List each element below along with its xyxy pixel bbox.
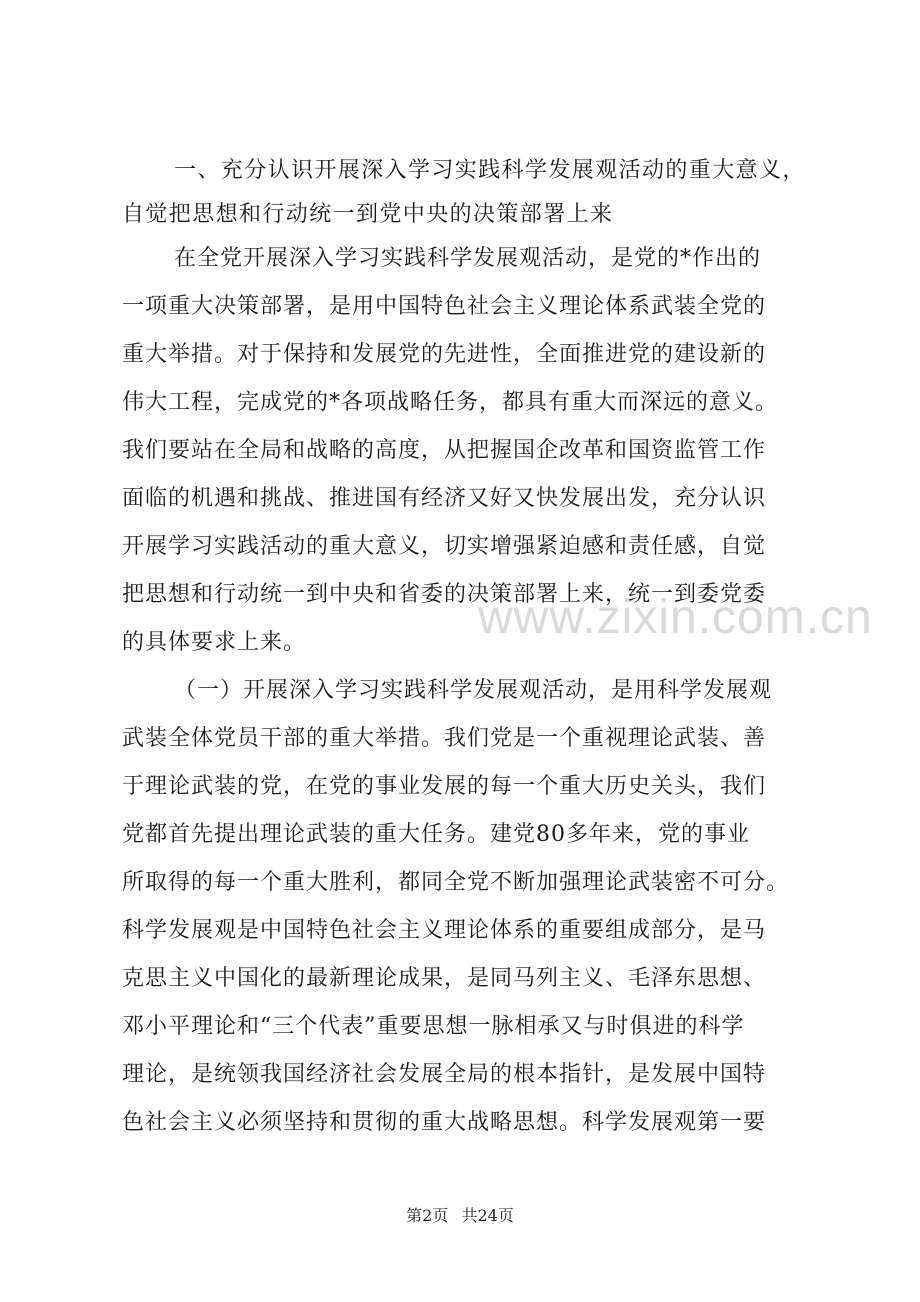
page-footer <box>0 1203 920 1226</box>
paragraph-line: （一）开展深入学习实践科学发展观活动，是用科学发展观 <box>174 678 773 703</box>
paragraph-line: 色社会主义必须坚持和贯彻的重大战略思想。科学发展观第一要 <box>122 1110 767 1135</box>
paragraph-line: 理论，是统领我国经济社会发展全局的根本指针，是发展中国特 <box>122 1062 767 1087</box>
paragraph-line: 一项重大决策部署，是用中国特色社会主义理论体系武装全党的 <box>122 294 767 319</box>
paragraph-line: 伟大工程，完成党的*各项战略任务，都具有重大而深远的意义。 <box>122 390 779 415</box>
section-heading <box>122 152 822 234</box>
paragraph-line: 克思主义中国化的最新理论成果，是同马列主义、毛泽东思想、 <box>122 966 767 991</box>
heading-line: 一、充分认识开展深入学习实践科学发展观活动的重大意义， <box>174 158 806 183</box>
paragraph-line: 邓小平理论和“三个代表”重要思想一脉相承又与时俱进的科学 <box>122 1014 745 1039</box>
paragraph-line: 我们要站在全局和战略的高度，从把握国企改革和国资监管工作 <box>122 438 767 463</box>
paragraph-line: 把思想和行动统一到中央和省委的决策部署上来，统一到委党委 <box>122 582 767 607</box>
paragraph-line: 重大举措。对于保持和发展党的先进性，全面推进党的建设新的 <box>122 342 767 367</box>
paragraph-line: 的具体要求上来。 <box>122 630 307 655</box>
paragraph-2 <box>122 672 822 1142</box>
page-total: 共24页 <box>461 1206 514 1225</box>
paragraph-1 <box>122 240 822 662</box>
paragraph-line: 于理论武装的党，在党的事业发展的每一个重大历史关头，我们 <box>122 774 767 799</box>
heading-line: 自觉把思想和行动统一到党中央的决策部署上来 <box>122 202 614 227</box>
watermark: www.zixin.com.cn <box>478 591 873 644</box>
paragraph-line: 党都首先提出理论武装的重大任务。建党80多年来，党的事业 <box>122 822 750 847</box>
paragraph-line: 科学发展观是中国特色社会主义理论体系的重要组成部分，是马 <box>122 918 767 943</box>
paragraph-line: 开展学习实践活动的重大意义，切实增强紧迫感和责任感，自觉 <box>122 534 767 559</box>
paragraph-line: 面临的机遇和挑战、推进国有经济又好又快发展出发，充分认识 <box>122 486 767 511</box>
page-number: 第2页 <box>406 1206 449 1225</box>
document-body <box>122 152 822 1152</box>
paragraph-line: 武装全体党员干部的重大举措。我们党是一个重视理论武装、善 <box>122 726 767 751</box>
paragraph-line: 在全党开展深入学习实践科学发展观活动，是党的*作出的 <box>174 246 762 271</box>
paragraph-line: 所取得的每一个重大胜利，都同全党不断加强理论武装密不可分。 <box>122 870 790 895</box>
